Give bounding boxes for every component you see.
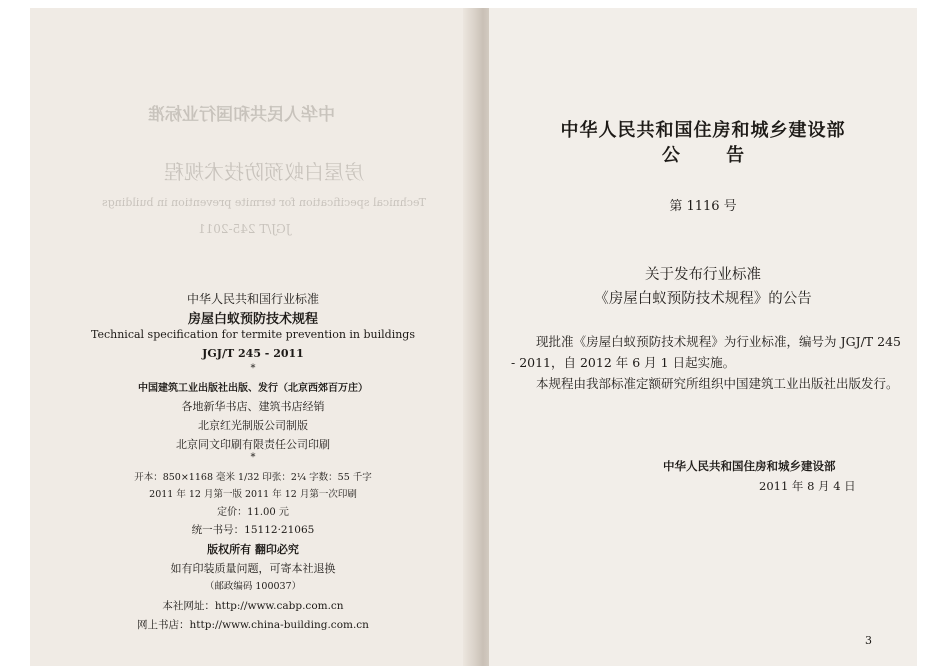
signature-date: 2011 年 8 月 4 日 bbox=[759, 479, 856, 493]
postcode-line: （邮政编码 100037） bbox=[204, 581, 302, 592]
copyright-line: 版权所有 翻印必究 bbox=[207, 543, 299, 556]
plate-maker-line: 北京红光制版公司制版 bbox=[198, 419, 308, 432]
publication-paragraph: 本规程由我部标准定额研究所组织中国建筑工业出版社出版发行。 bbox=[536, 376, 899, 391]
standard-category: 中华人民共和国行业标准 bbox=[186, 292, 319, 306]
signature-ministry: 中华人民共和国住房和城乡建设部 bbox=[663, 459, 836, 473]
ghost-code: JGJ/T 245-2011 bbox=[198, 222, 291, 236]
separator-star-1: * bbox=[250, 363, 256, 374]
standard-code: JGJ/T 245 - 2011 bbox=[202, 347, 304, 360]
ministry-heading: 中华人民共和国住房和城乡建设部 bbox=[560, 120, 846, 141]
publisher-line: 中国建筑工业出版社出版、发行（北京西郊百万庄） bbox=[138, 383, 368, 394]
website-line: 本社网址：http://www.cabp.com.cn bbox=[162, 600, 344, 612]
edition-line: 2011 年 12 月第一版 2011 年 12 月第一次印刷 bbox=[149, 489, 357, 500]
separator-star-2: * bbox=[250, 452, 256, 463]
subject-line-1: 关于发布行业标准 bbox=[645, 267, 761, 283]
ghost-title: 房屋白蚁预防技术规程 bbox=[164, 160, 364, 184]
return-notice-line: 如有印装质量问题，可寄本社退换 bbox=[170, 562, 336, 575]
standard-title-cn: 房屋白蚁预防技术规程 bbox=[187, 312, 318, 327]
left-page-copyright bbox=[30, 8, 476, 666]
announcement-number: 第 1116 号 bbox=[669, 199, 737, 214]
right-page-announcement bbox=[489, 8, 917, 666]
price-line: 定价：11.00 元 bbox=[217, 507, 289, 518]
subject-line-2: 《房屋白蚁预防技术规程》的公告 bbox=[594, 291, 812, 307]
printer-line: 北京同文印刷有限责任公司印刷 bbox=[176, 438, 330, 451]
ghost-standard-category: 中华人民共和国行业标准 bbox=[148, 105, 335, 125]
standard-title-en: Technical specification for termite prevention in buildings bbox=[90, 328, 415, 341]
approval-paragraph: 现批准《房屋白蚁预防技术规程》为行业标准，编号为 JGJ/T 245 - 2011，自 2012 年 6 月 1 日起实施。 bbox=[511, 334, 901, 370]
ghost-title-en: Technical specification for termite prevention in buildings bbox=[102, 196, 427, 209]
format-line: 开本：850×1168 毫米 1/32 印张：2¼ 字数：55 千字 bbox=[134, 472, 372, 483]
book-number-line: 统一书号：15112·21065 bbox=[191, 524, 315, 536]
page-number: 3 bbox=[865, 634, 872, 647]
distributor-line: 各地新华书店、建筑书店经销 bbox=[181, 400, 325, 413]
announcement-heading: 公 告 bbox=[661, 145, 745, 166]
online-store-line: 网上书店：http://www.china-building.com.cn bbox=[137, 619, 369, 631]
